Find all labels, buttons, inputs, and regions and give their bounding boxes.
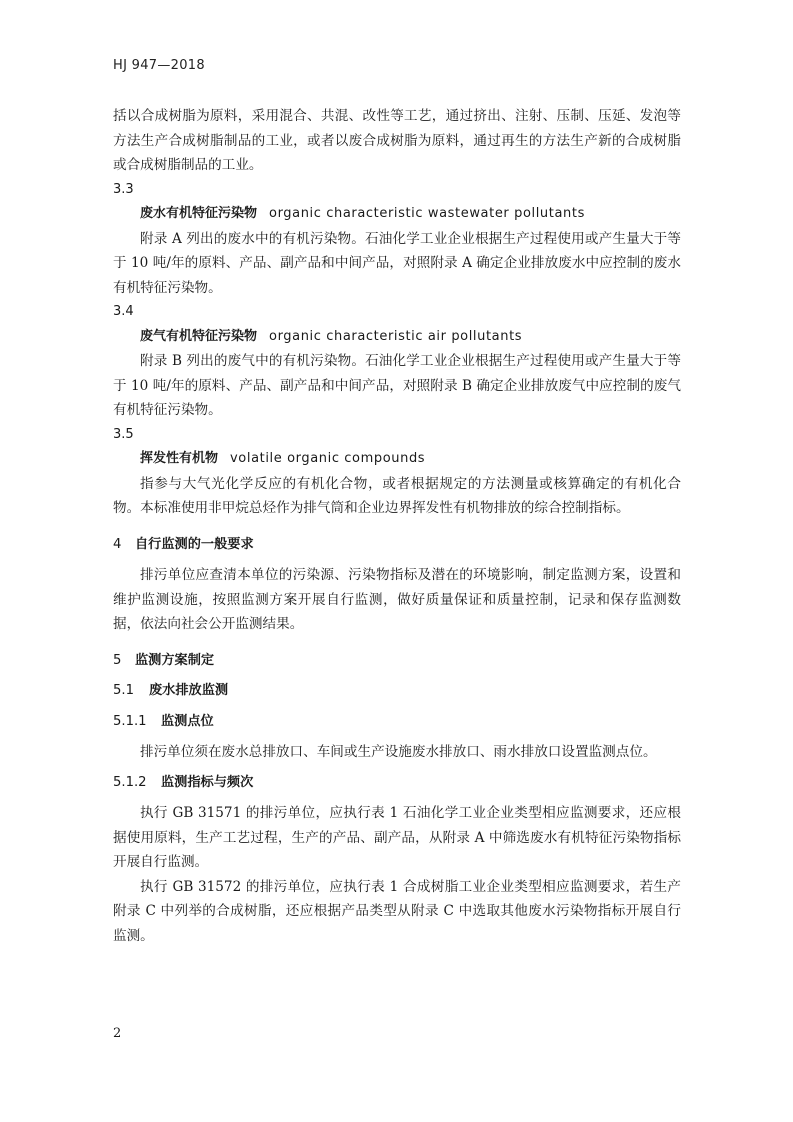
clause-number-3-5: 3.5: [113, 426, 134, 442]
section-5-1-1-paragraph: 排污单位须在废水总排放口、车间或生产设施废水排放口、雨水排放口设置监测点位。: [140, 744, 657, 760]
section-title-4: 自行监测的一般要求: [135, 536, 254, 552]
section-heading-5-1: [113, 679, 681, 704]
term-en-3-5: volatile organic compounds: [230, 451, 426, 466]
definition-3-4: 附录 B 列出的废气中的有机污染物。石油化学工业企业根据生产过程使用或产生量大于等于 10 吨/年的原料、产品、副产品和中间产品，对照附录 B 确定企业排放废气中应控制的废气有机特征污染物。: [113, 353, 681, 418]
page-content: [113, 104, 681, 948]
section-number-5: 5: [113, 652, 122, 668]
section-title-5: 监测方案制定: [135, 652, 215, 668]
section-heading-5-1-1: [113, 710, 681, 735]
intro-paragraph: 括以合成树脂为原料，采用混合、共混、改性等工艺，通过挤出、注射、压制、压延、发泡等方法生产合成树脂制品的工业，或者以废合成树脂为原料，通过再生的方法生产新的合成树脂或合成树脂制品的工业。: [113, 108, 681, 173]
term-zh-3-3: 废水有机特征污染物: [140, 206, 258, 221]
term-3-4: [113, 325, 681, 350]
section-heading-5-1-2: [113, 771, 681, 796]
section-4-paragraph: 排污单位应查清本单位的污染源、污染物指标及潜在的环境影响，制定监测方案，设置和维护监测设施，按照监测方案开展自行监测，做好质量保证和质量控制，记录和保存监测数据，依法向社会公开监测结果。: [113, 567, 681, 632]
term-zh-3-5: 挥发性有机物: [140, 451, 219, 466]
definition-3-3: 附录 A 列出的废水中的有机污染物。石油化学工业企业根据生产过程使用或产生量大于等于 10 吨/年的原料、产品、副产品和中间产品，对照附录 A 确定企业排放废水中应控制的废水有机特征污染物。: [113, 230, 681, 296]
section-5-1-2-paragraph-1: 执行 GB 31571 的排污单位，应执行表 1 石油化学工业企业类型相应监测要求，还应根据使用原料，生产工艺过程，生产的产品、副产品，从附录 A 中筛选废水有机特征污染物指标开展自行监测。: [113, 805, 681, 870]
term-3-3: [113, 202, 681, 227]
section-title-5-1-1: 监测点位: [161, 713, 214, 729]
section-title-5-1-2: 监测指标与频次: [161, 774, 254, 790]
page-number: 2: [113, 1026, 122, 1041]
term-en-3-4: organic characteristic air pollutants: [269, 328, 523, 344]
section-number-5-1: 5.1: [113, 683, 134, 698]
term-en-3-3: organic characteristic wastewater pollutants: [269, 206, 585, 221]
definition-3-5: 指参与大气光化学反应的有机化合物，或者根据规定的方法测量或核算确定的有机化合物。本标准使用非甲烷总烃作为排气筒和企业边界挥发性有机物排放的综合控制指标。: [113, 475, 681, 516]
section-number-5-1-1: 5.1.1: [113, 713, 147, 729]
section-number-4: 4: [113, 536, 122, 552]
clause-number-3-3: 3.3: [113, 181, 134, 197]
clause-number-3-4: 3.4: [113, 304, 134, 319]
standard-code: HJ 947—2018: [113, 58, 205, 73]
section-heading-5: [113, 649, 681, 674]
section-heading-4: [113, 533, 681, 558]
section-5-1-2-paragraph-2: 执行 GB 31572 的排污单位，应执行表 1 合成树脂工业企业类型相应监测要求，若生产附录 C 中列举的合成树脂，还应根据产品类型从附录 C 中选取其他废水污染物指标开展自行监测。: [113, 878, 681, 944]
term-zh-3-4: 废气有机特征污染物: [140, 328, 258, 344]
section-title-5-1: 废水排放监测: [149, 683, 229, 698]
term-3-5: [113, 447, 681, 472]
section-number-5-1-2: 5.1.2: [113, 774, 147, 790]
